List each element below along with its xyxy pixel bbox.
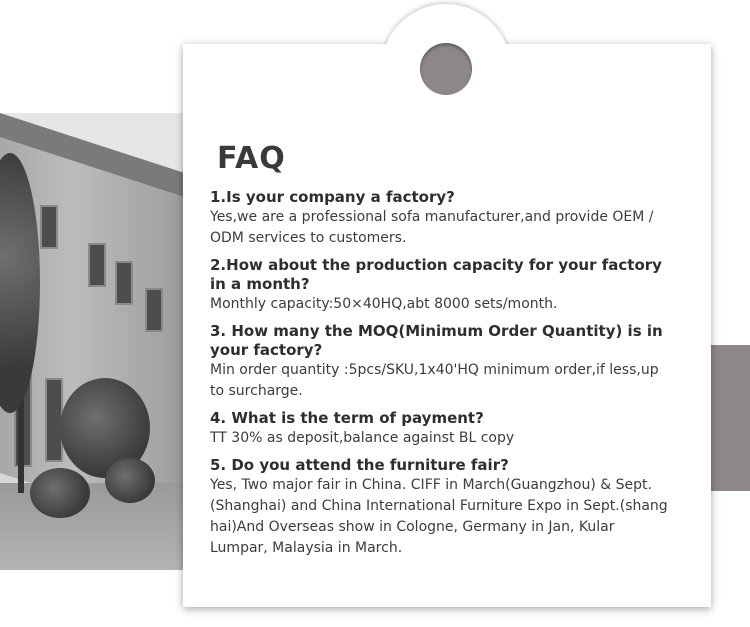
faq-question: 3. How many the MOQ(Minimum Order Quantity) is in your factory? xyxy=(210,322,663,359)
factory-building-photo xyxy=(0,113,190,570)
side-tab xyxy=(711,345,750,491)
faq-answer: Monthly capacity:50×40HQ,abt 8000 sets/month. xyxy=(210,296,558,312)
hang-tag-hole xyxy=(420,43,472,95)
building-window xyxy=(145,288,163,332)
faq-item xyxy=(210,456,705,559)
page-title: FAQ xyxy=(217,141,286,176)
faq-item xyxy=(210,256,705,315)
shrub xyxy=(30,468,90,518)
building-window xyxy=(88,243,106,287)
faq-answer: Yes,we are a professional sofa manufacturer,and provide OEM / ODM services to customers. xyxy=(210,209,654,246)
faq-answer: TT 30% as deposit,balance against BL copy xyxy=(210,430,515,446)
building-window xyxy=(40,205,58,249)
ground xyxy=(0,483,190,570)
faq-item xyxy=(210,409,705,449)
faq-question: 5. Do you attend the furniture fair? xyxy=(210,456,509,474)
shrub xyxy=(105,458,155,503)
faq-item xyxy=(210,188,705,249)
faq-answer: Yes, Two major fair in China. CIFF in March(Guangzhou) & Sept. (Shanghai) and China International Furniture Expo in Sept.(shang hai)And Overseas show in Cologne, Germany in Jan, Kular Lumpar, Malaysia in March. xyxy=(210,477,668,556)
faq-question: 4. What is the term of payment? xyxy=(210,409,484,427)
faq-list xyxy=(210,188,705,566)
faq-item xyxy=(210,322,705,402)
building-window xyxy=(115,261,133,305)
faq-answer: Min order quantity :5pcs/SKU,1x40'HQ minimum order,if less,up to surcharge. xyxy=(210,362,659,399)
faq-question: 2.How about the production capacity for your factory in a month? xyxy=(210,256,662,293)
faq-question: 1.Is your company a factory? xyxy=(210,188,455,206)
